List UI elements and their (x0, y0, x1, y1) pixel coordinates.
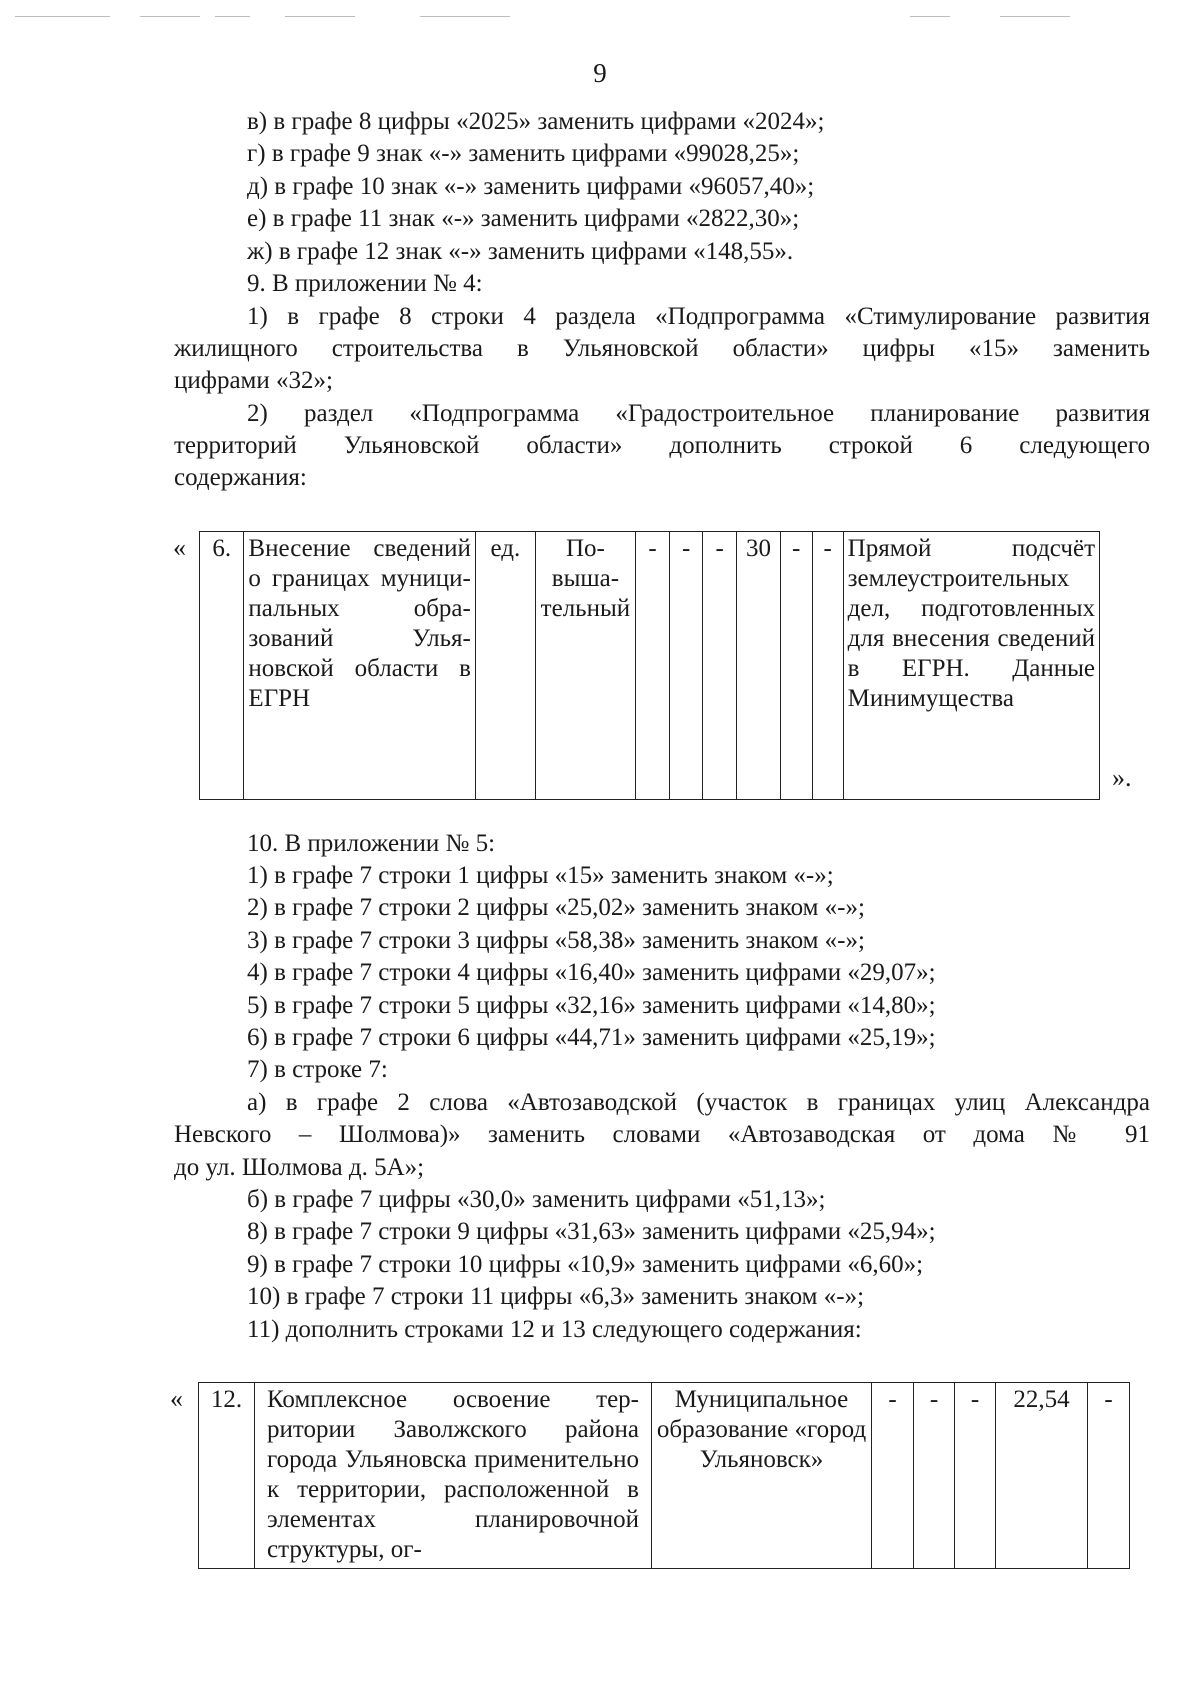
table-row (199, 1383, 1130, 1569)
table-row (200, 532, 1100, 800)
value-cell: - (812, 532, 843, 800)
paragraph-line: цифрами «32»; (174, 367, 333, 394)
value-cell: 22,54 (996, 1383, 1088, 1569)
text-line: 5) в графе 7 строки 5 цифры «32,16» заменить цифрами «14,80»; (247, 992, 936, 1019)
opening-quote: « (170, 1384, 183, 1413)
row-number: 6. (200, 532, 244, 800)
row-number: 12. (199, 1383, 255, 1569)
unit-cell: ед. (475, 532, 535, 800)
text-line: 3) в графе 7 строки 3 цифры «58,38» заменить знаком «-»; (247, 927, 865, 954)
value-cell: 30 (737, 532, 780, 800)
text-line: г) в графе 9 знак «-» заменить цифрами «99028,25»; (247, 140, 800, 167)
indicator-table (199, 531, 1100, 800)
scan-mark (910, 16, 950, 17)
text-line: 6) в графе 7 строки 6 цифры «44,71» заменить цифрами «25,19»; (247, 1024, 936, 1051)
value-cell: - (636, 532, 670, 800)
text-line: 1) в графе 7 строки 1 цифры «15» заменить знаком «-»; (247, 862, 834, 889)
project-name: Комплексное освоение территории Заволжского района города Ульяновска применительно к территории, расположенной в элементах планировочной структуры, ог- (255, 1383, 652, 1569)
section-heading: 9. В приложении № 4: (247, 270, 483, 297)
paragraph-line: содержания: (174, 464, 307, 491)
value-cell: - (703, 532, 737, 800)
indicator-type: Повышательный (535, 532, 635, 800)
scan-mark (285, 16, 355, 17)
page-number: 9 (593, 58, 607, 88)
paragraph-line: 1) в графе 8 строки 4 раздела «Подпрограмма «Стимулирование развития (247, 303, 1150, 330)
text-line: 11) дополнить строками 12 и 13 следующего содержания: (247, 1316, 862, 1343)
text-line: 8) в графе 7 строки 9 цифры «31,63» заменить цифрами «25,94»; (247, 1218, 936, 1245)
paragraph-line: жилищного строительства в Ульяновской области» цифры «15» заменить (174, 335, 1150, 362)
text-line: д) в графе 10 знак «-» заменить цифрами «96057,40»; (247, 173, 815, 200)
paragraph-line: территорий Ульяновской области» дополнить строкой 6 следующего (174, 432, 1150, 459)
scan-mark (215, 16, 250, 17)
data-source: Прямой подсчёт землеустроительных дел, подготовленных для внесения сведений в ЕГРН. Данные Минимущества (843, 532, 1099, 800)
paragraph-line: Невского – Шолмова)» заменить словами «Автозаводская от дома № 91 (174, 1121, 1150, 1148)
scan-mark (140, 16, 200, 17)
text-line: 7) в строке 7: (247, 1056, 388, 1083)
paragraph-line: а) в графе 2 слова «Автозаводской (участок в границах улиц Александра (247, 1089, 1150, 1116)
text-line: 10) в графе 7 строки 11 цифры «6,3» заменить знаком «-»; (247, 1283, 865, 1310)
municipality-cell: Муниципальное образование «город Ульяновск» (652, 1383, 872, 1569)
indicator-name: Внесение сведений о границах муниципальных образований Ульяновской области в ЕГРН (244, 532, 475, 800)
text-line: в) в графе 8 цифры «2025» заменить цифрами «2024»; (247, 108, 825, 135)
text-line: 9) в графе 7 строки 10 цифры «10,9» заменить цифрами «6,60»; (247, 1251, 924, 1278)
value-cell: - (670, 532, 703, 800)
text-line: 2) в графе 7 строки 2 цифры «25,02» заменить знаком «-»; (247, 894, 865, 921)
text-line: е) в графе 11 знак «-» заменить цифрами «2822,30»; (247, 205, 800, 232)
opening-quote: « (173, 533, 186, 562)
value-cell: - (914, 1383, 955, 1569)
paragraph-line: до ул. Шолмова д. 5А»; (174, 1154, 425, 1181)
text-line: 4) в графе 7 строки 4 цифры «16,40» заменить цифрами «29,07»; (247, 959, 936, 986)
scan-mark (420, 16, 510, 17)
paragraph-line: 2) раздел «Подпрограмма «Градостроительное планирование развития (247, 400, 1150, 427)
scan-mark (15, 16, 110, 17)
text-line: б) в графе 7 цифры «30,0» заменить цифрами «51,13»; (247, 1186, 826, 1213)
scan-mark (1000, 16, 1070, 17)
closing-quote: ». (1112, 763, 1132, 792)
value-cell: - (955, 1383, 996, 1569)
value-cell: - (780, 532, 812, 800)
territory-table (198, 1382, 1130, 1569)
value-cell: - (872, 1383, 914, 1569)
section-heading: 10. В приложении № 5: (247, 830, 496, 857)
value-cell: - (1088, 1383, 1130, 1569)
text-line: ж) в графе 12 знак «-» заменить цифрами «148,55». (247, 238, 794, 265)
